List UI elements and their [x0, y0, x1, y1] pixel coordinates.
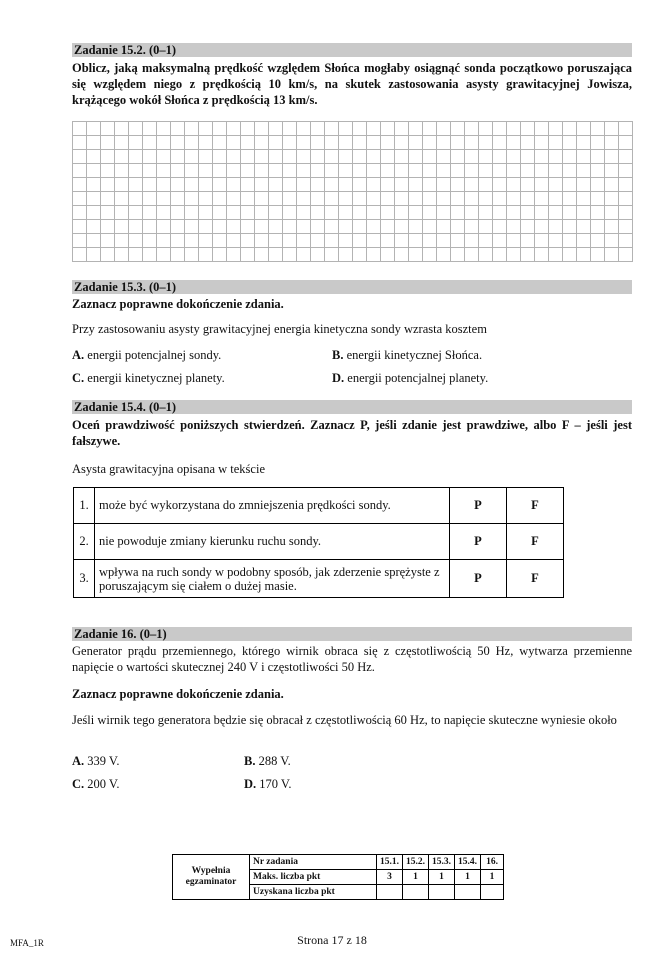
true-cell[interactable]: P [450, 560, 507, 598]
page-number: Strona 17 z 18 [297, 933, 367, 947]
examiner-label: Wypełnia egzaminator [173, 855, 250, 900]
task-15-2-text: Oblicz, jaką maksymalną prędkość względem Słońca mogłaby osiągnąć sonda początkowo poruszająca się względem niego z prędkością 10 km/s, na skutek zastosowania asysty grawitacyjnej Jowisza, krążącego wokół Słońca z prędkością 13 km/s. [72, 61, 632, 107]
true-cell[interactable]: P [450, 524, 507, 560]
table-row: 3. wpływa na ruch sondy w podobny sposób, jak zderzenie sprężyste z poruszającym się ciałem o dużej masie. P F [74, 560, 564, 598]
option-d[interactable]: D. 170 V. [244, 777, 292, 791]
score-table [172, 854, 504, 900]
answer-grid[interactable] [72, 121, 633, 262]
option-a[interactable]: A. energii potencjalnej sondy. [72, 348, 222, 362]
table-row: 1. może być wykorzystana do zmniejszenia prędkości sondy. P F [74, 488, 564, 524]
task-16-stem: Jeśli wirnik tego generatora będzie się obracał z częstotliwością 60 Hz, to napięcie skuteczne wyniesie około [72, 713, 617, 727]
table-row: Uzyskana liczba pkt [173, 885, 504, 900]
false-cell[interactable]: F [507, 560, 564, 598]
option-a[interactable]: A. 339 V. [72, 754, 120, 768]
task-15-3-instruction: Zaznacz poprawne dokończenie zdania. [72, 297, 284, 311]
option-b[interactable]: B. energii kinetycznej Słońca. [332, 348, 483, 362]
true-cell[interactable]: P [450, 488, 507, 524]
score-cell[interactable] [429, 885, 455, 900]
task-15-4-instruction: Oceń prawdziwość poniższych stwierdzeń. Zaznacz P, jeśli zdanie jest prawdziwe, albo F – jeśli jest fałszywe. [72, 418, 632, 448]
exam-code: MFA_1R [10, 938, 44, 948]
score-cell[interactable] [455, 885, 481, 900]
option-c[interactable]: C. energii kinetycznej planety. [72, 371, 225, 385]
table-row: Wypełnia egzaminator Nr zadania 15.1. 15.2. 15.3. 15.4. 16. [173, 855, 504, 870]
task-15-4-stem: Asysta grawitacyjna opisana w tekście [72, 462, 265, 476]
task-16-text: Generator prądu przemiennego, którego wirnik obraca się z częstotliwością 50 Hz, wytwarza przemienne napięcie o wartości skutecznej 240 V i częstotliwości 50 Hz. [72, 644, 632, 674]
score-cell[interactable] [481, 885, 504, 900]
task-16-header: Zadanie 16. (0–1) [72, 627, 632, 641]
score-cell[interactable] [377, 885, 403, 900]
score-cell[interactable] [403, 885, 429, 900]
option-d[interactable]: D. energii potencjalnej planety. [332, 371, 489, 385]
task-15-3-stem: Przy zastosowaniu asysty grawitacyjnej energia kinetyczna sondy wzrasta kosztem [72, 322, 487, 336]
false-cell[interactable]: F [507, 524, 564, 560]
task-15-4-header: Zadanie 15.4. (0–1) [72, 400, 632, 414]
option-b[interactable]: B. 288 V. [244, 754, 291, 768]
table-row: 2. nie powoduje zmiany kierunku ruchu sondy. P F [74, 524, 564, 560]
table-row: Maks. liczba pkt 3 1 1 1 1 [173, 870, 504, 885]
false-cell[interactable]: F [507, 488, 564, 524]
task-15-2-header: Zadanie 15.2. (0–1) [72, 43, 632, 57]
option-c[interactable]: C. 200 V. [72, 777, 120, 791]
task-16-instruction: Zaznacz poprawne dokończenie zdania. [72, 687, 284, 701]
task-15-3-header: Zadanie 15.3. (0–1) [72, 280, 632, 294]
statements-table [73, 487, 564, 598]
